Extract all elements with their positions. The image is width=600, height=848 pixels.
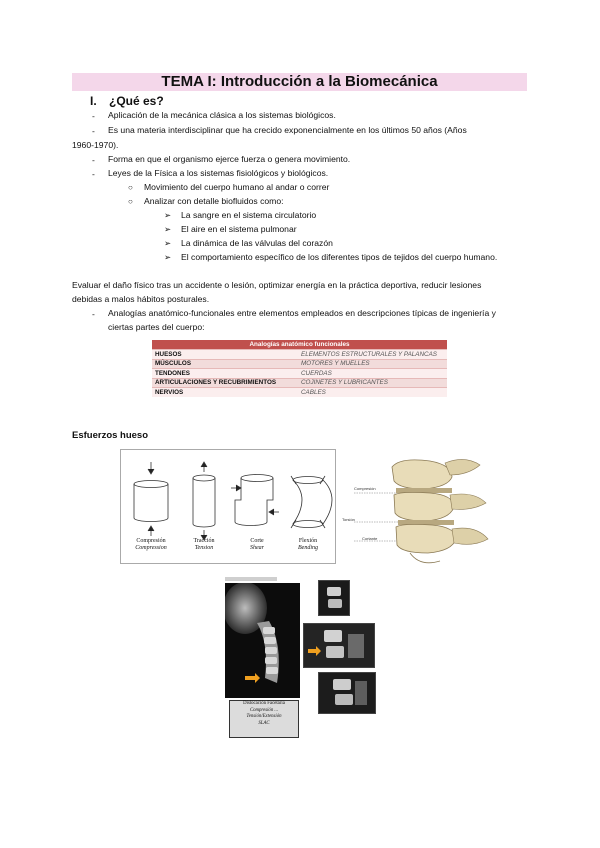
analogies-table (152, 340, 447, 397)
arrow-bullet-icon: ➢ (164, 238, 172, 248)
sub-item: Analizar con detalle biofluidos como: (144, 196, 284, 206)
effort-caption: Compresión Compression (135, 538, 167, 551)
shear-cylinder (231, 475, 279, 526)
bullet-item: Leyes de la Física a los sistemas fisiológicos y biológicos. (108, 168, 329, 178)
table-row: HUESOS ELEMENTOS ESTRUCTURALES Y PALANCAS (152, 350, 447, 360)
spine-label: Torsión (342, 517, 355, 522)
bullet-item: Es una materia interdisciplinar que ha crecido exponencialmente en los últimos 50 años (Años (108, 125, 467, 135)
table-row: ARTICULACIONES Y RECUBRIMIENTOS COJINETES Y LUBRICANTES (152, 378, 447, 388)
arrow-item: El comportamiento específico de los diferentes tipos de tejidos del cuerpo humano. (181, 252, 498, 262)
subheading: Esfuerzos hueso (72, 430, 149, 441)
effort-caption: Flexión Bending (298, 538, 318, 551)
effort-caption: Tracción Tension (193, 538, 215, 551)
table-row: MÚSCULOS MOTORES Y MUELLES (152, 359, 447, 369)
analog-bullet-continuation: ciertas partes del cuerpo: (108, 322, 205, 332)
spine-label: Cortante (362, 536, 378, 541)
xray-thumbnail (318, 580, 350, 616)
compression-cylinder (134, 462, 168, 536)
arrow-item: La sangre en el sistema circulatorio (181, 210, 317, 220)
arrow-item: El aire en el sistema pulmonar (181, 224, 297, 234)
arrow-item: La dinámica de las válvulas del corazón (181, 238, 333, 248)
neck-xray-image (225, 583, 300, 698)
bending-cylinder (291, 476, 332, 528)
bullet-item: Forma en que el organismo ejerce fuerza o genera movimiento. (108, 154, 351, 164)
page-title: TEMA I: Introducción a la Biomecánica (72, 73, 527, 91)
vertebrae (392, 459, 488, 562)
xray-thumbnail-highlighted (303, 623, 375, 668)
spine-label: Compresión (354, 486, 376, 491)
table-row: TENDONES CUERDAS (152, 369, 447, 379)
xray-label-box: Dislocación Facetaria Compresión ... Tensión/Extensión SLAC (229, 700, 299, 738)
tension-cylinder (193, 462, 215, 540)
arrow-bullet-icon: ➢ (164, 210, 172, 220)
table-row: NERVIOS CABLES (152, 388, 447, 397)
effort-caption: Corte Shear (250, 538, 264, 551)
circle-bullet-icon: ○ (128, 197, 133, 206)
spine-illustration (340, 455, 490, 570)
analog-bullet: Analogías anatómico-funcionales entre elementos empleados en descripciones típicas de ingeniería y (108, 308, 496, 318)
image-bar (225, 577, 277, 581)
bone-efforts-figure (120, 449, 336, 564)
section-heading-text: ¿Qué es? (109, 94, 164, 108)
xray-thumbnail (318, 672, 376, 714)
circle-bullet-icon: ○ (128, 183, 133, 192)
arrow-bullet-icon: ➢ (164, 224, 172, 234)
arrow-bullet-icon: ➢ (164, 252, 172, 262)
bullet-item: Aplicación de la mecánica clásica a los sistemas biológicos. (108, 110, 336, 120)
sub-item: Movimiento del cuerpo humano al andar o correr (144, 182, 330, 192)
section-heading (90, 94, 164, 108)
bullet-item-continuation: 1960-1970). (72, 140, 119, 150)
section-number: I. (90, 94, 97, 108)
paragraph-line: Evaluar el daño físico tras un accidente o lesión, optimizar energía en la práctica deportiva, reducir lesiones (72, 280, 482, 290)
table-header: Analogías anatómico funcionales (152, 340, 447, 350)
paragraph-line: debidas a malos hábitos posturales. (72, 294, 210, 304)
